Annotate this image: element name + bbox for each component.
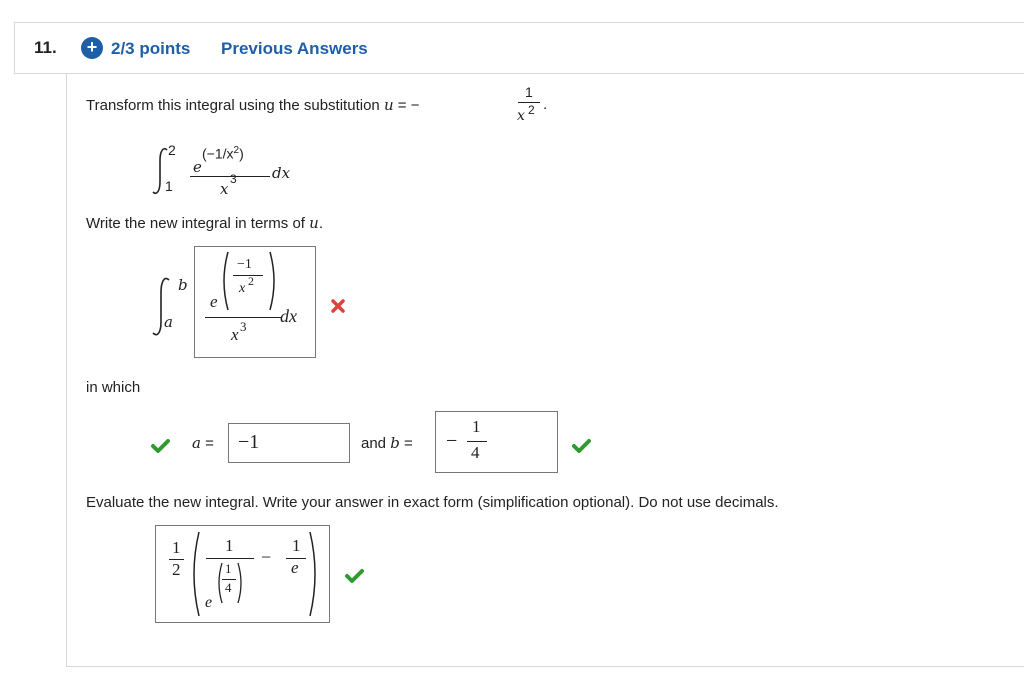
a-value-input[interactable]: −1 bbox=[228, 423, 350, 463]
lower-limit-a: a bbox=[164, 313, 173, 331]
evaluate-prompt: Evaluate the new integral. Write your answer in exact form (simplification optional). Do not use decimals. bbox=[86, 494, 779, 511]
given-upper-limit: 2 bbox=[168, 142, 176, 158]
b-label: b bbox=[390, 434, 400, 452]
points-score: 2/3 points bbox=[111, 39, 191, 58]
and-label: and bbox=[361, 435, 387, 452]
final-answer-box[interactable]: 1 2 1 1 4 e − 1 e bbox=[155, 525, 330, 623]
a-label: a bbox=[192, 434, 201, 452]
incorrect-x-icon bbox=[331, 299, 345, 313]
given-lower-limit: 1 bbox=[165, 178, 173, 194]
expand-plus-icon[interactable]: + bbox=[81, 37, 103, 59]
answer-integrand-box[interactable]: e −1 x 2 x 3 dx bbox=[194, 246, 316, 358]
previous-answers-link[interactable]: Previous Answers bbox=[221, 39, 368, 58]
correct-check-icon bbox=[571, 438, 591, 454]
question-intro: Transform this integral using the substitution u = − bbox=[86, 96, 420, 114]
question-header bbox=[14, 22, 1024, 74]
in-which-label: in which bbox=[86, 379, 141, 396]
b-value-input[interactable]: − 1 4 bbox=[435, 411, 558, 473]
upper-limit-b: b bbox=[178, 276, 188, 294]
correct-check-icon bbox=[344, 568, 364, 584]
correct-check-icon bbox=[150, 438, 170, 454]
question-number: 11. bbox=[34, 38, 57, 57]
write-new-integral-prompt: Write the new integral in terms of u. bbox=[86, 214, 323, 232]
